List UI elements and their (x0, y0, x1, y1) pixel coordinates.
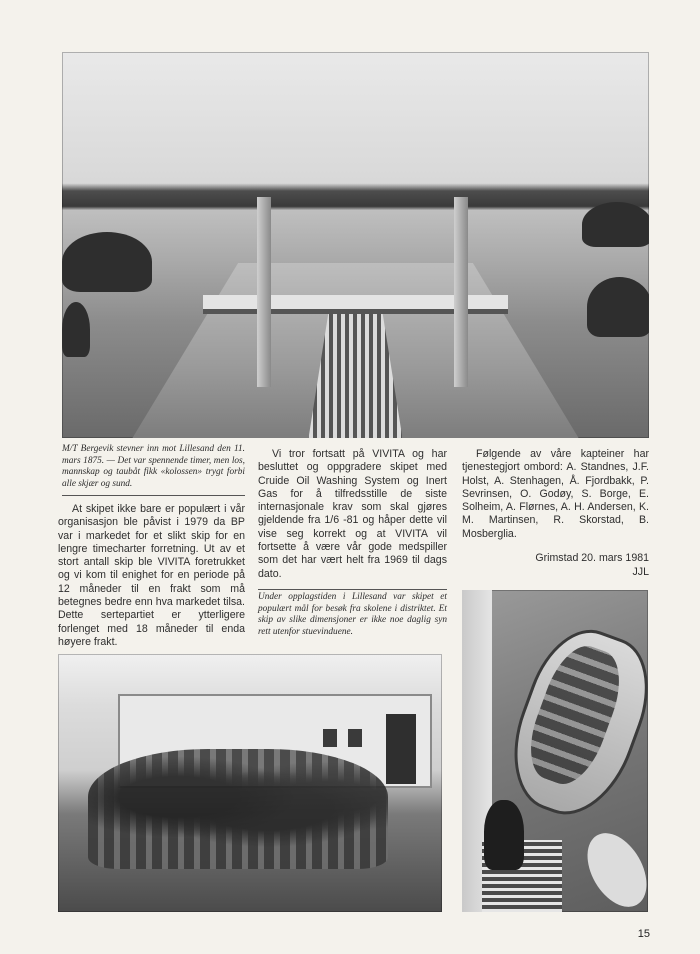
group-of-visitors (88, 749, 388, 869)
island-left-lower (62, 302, 90, 357)
person-on-ladder (484, 800, 524, 870)
harbor-ship-photo (62, 52, 649, 438)
island-left (62, 232, 152, 292)
author-initials: JJL (632, 566, 649, 578)
school-photo-caption: Under opplagstiden i Lillesand var skipet et populært mål for besøk fra skolene i distriktet. Et skip av slike dimensjoner er ikke noe daglig syn rett utenfor stuevinduene. (258, 592, 447, 637)
column-2-paragraph: Vi tror fortsatt på VIVITA og har besluttet og oppgradere skipet med Cruide Oil Washing System og Inert Gas for å tilfredsstille de siste internasjonale krav som skal gjøres gjeldende fra 1/6 -81 og håper dette vil vise seg korrekt og at VIVITA vil fortsette å være vår gode medspiller som det har vært helt fra 1969 til dags dato. (258, 448, 447, 580)
top-photo-caption: M/T Bergevik stevner inn mot Lillesand den 11. mars 1875. — Det var spennende timer, men los, mannskap og taubåt fikk «kolossen» trygt forbi alle skjær og sund. (62, 444, 245, 489)
column-3-paragraph: Følgende av våre kapteiner har tjenestegjort ombord: A. Standnes, J.F. Holst, A. Stenhagen, Å. Fjordbakk, P. Sevrinsen, O. Godøy, S. Borge, E. Solheim, A. Flørnes, A. H. Andersen, K. M. Martinsen, R. Skorstad, B. Mosberglia. (462, 448, 649, 540)
porthole-window (348, 729, 362, 747)
island-right (582, 202, 649, 247)
boat-alongside-photo (462, 590, 648, 912)
mast-left (257, 197, 271, 387)
school-caption-rule (258, 589, 447, 590)
school-visit-photo (58, 654, 442, 912)
column-1-paragraph: At skipet ikke bare er populært i vår organisasjon ble påvist i 1979 da BP var i markedet for et slikt skip for en lengre timecharter forretning. Ut av et stort antall skip ble VIVITA foretrukket og vi kom til enighet for en periode på 12 måneder til en frakt som må betegnes bedre enn hva markedet tilsa. Dette sertepartiet er ytterligere forlenget med 18 måneder til enda høyere frakt. (58, 503, 245, 648)
place-date: Grimstad 20. mars 1981 (535, 552, 649, 564)
mast-right (454, 197, 468, 387)
caption-rule (62, 495, 245, 496)
island-right-lower (587, 277, 649, 337)
column-3-text (462, 448, 649, 541)
small-dinghy (575, 823, 648, 912)
page-number: 15 (637, 928, 650, 940)
column-1-text (58, 503, 245, 649)
deckhouse-door (386, 714, 416, 784)
porthole-window (323, 729, 337, 747)
column-2-text (258, 448, 447, 581)
